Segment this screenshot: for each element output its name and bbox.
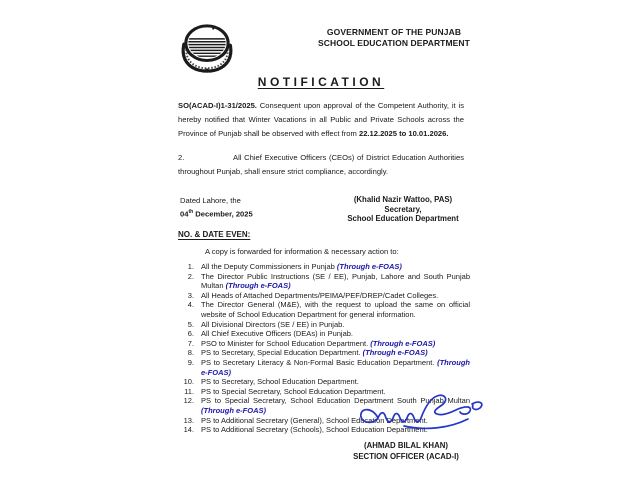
compliance-paragraph [178, 151, 464, 179]
handwritten-signature-icon [348, 393, 494, 435]
notification-paragraph [178, 99, 464, 140]
signatory-name: (Khalid Nazir Wattoo, PAS) [353, 195, 453, 204]
dateline [180, 196, 253, 220]
list-item-text: PS to Secretary, School Education Department. [201, 377, 359, 387]
list-item-number: 1. [187, 262, 194, 271]
list-item-number: 12. [183, 396, 194, 406]
paragraph-text: All Chief Executive Officers (CEOs) of District Education Authorities throughout Punjab, shall ensure strict compliance, accordingly. [178, 153, 464, 176]
list-item-text: All Divisional Directors (SE / EE) in Punjab. [201, 319, 345, 329]
list-item-text: All Heads of Attached Departments/PEIMA/PEF/DREP/Cadet Colleges. [201, 290, 439, 300]
list-item [178, 300, 470, 319]
government-line: GOVERNMENT OF THE PUNJAB [326, 27, 462, 37]
distribution-intro: A copy is forwarded for information & necessary action to: [205, 247, 399, 256]
list-item-text: PS to Special Secretary, School Education Department. [201, 386, 386, 396]
signatory-title: Secretary, [384, 204, 422, 214]
footer-signatory-block [330, 441, 482, 462]
signatory-department: School Education Department [347, 214, 459, 224]
list-item [178, 377, 470, 387]
department-line: SCHOOL EDUCATION DEPARTMENT [318, 38, 470, 48]
vacation-dates: 22.12.2025 to 10.01.2026. [358, 128, 449, 138]
paragraph-number: 2. [178, 153, 185, 162]
list-item-number: 5. [187, 319, 194, 329]
list-item-number: 6. [187, 329, 194, 339]
list-item-text: PS to Special Secretary, School Education Department South Punjab Multan (Through e-FOAS) [201, 396, 470, 415]
list-item-number: 13. [183, 415, 194, 425]
efoas-tag: (Through e-FOAS) [336, 262, 402, 271]
efoas-tag: (Through e-FOAS) [225, 281, 291, 291]
list-item [178, 329, 470, 339]
distribution-heading: NO. & DATE EVEN: [178, 230, 251, 239]
list-item-text: The Director General (M&E), with the request to upload the same on official website of School Education Department for general information. [201, 300, 470, 319]
efoas-tag: (Through e-FOAS) [362, 348, 428, 358]
list-item [178, 291, 470, 301]
department-header [318, 27, 470, 49]
efoas-tag: (Through e-FOAS) [201, 405, 266, 415]
officer-name: (AHMAD BILAL KHAN) [364, 441, 448, 450]
reference-number: SO(ACAD-I)1-31/2025. [178, 101, 257, 110]
list-item [178, 272, 470, 291]
list-item [178, 348, 470, 358]
list-item-text: All the Deputy Commissioners in Punjab (Through e-FOAS) [201, 262, 402, 271]
efoas-tag: (Through e-FOAS) [201, 357, 470, 377]
document-title: NOTIFICATION [257, 75, 385, 89]
dateline-date: 04th December, 2025 [180, 208, 253, 219]
signatory-block [328, 195, 478, 224]
list-item [178, 358, 470, 377]
list-item-number: 2. [187, 271, 194, 281]
list-item-number: 11. [184, 386, 194, 396]
list-item [178, 262, 470, 272]
efoas-tag: (Through e-FOAS) [370, 338, 436, 348]
list-item-number: 9. [187, 357, 194, 367]
list-item-text: PSO to Minister for School Education Department. (Through e-FOAS) [201, 338, 436, 348]
dateline-place: Dated Lahore, the [180, 196, 241, 205]
list-item-number: 7. [187, 338, 194, 348]
punjab-crest-logo [176, 23, 238, 73]
list-item-text: PS to Additional Secretary (General), School Education Department. [201, 415, 428, 425]
list-item-text: The Director Public Instructions (SE / EE), Punjab, Lahore and South Punjab Multan (Through e-FOAS) [201, 271, 470, 291]
list-item-number: 10. [183, 377, 194, 387]
officer-title: SECTION OFFICER (ACAD-I) [353, 451, 459, 461]
list-item-text: PS to Secretary Literacy & Non-Formal Basic Education Department. (Through e-FOAS) [201, 357, 470, 377]
list-item [178, 320, 470, 330]
paragraph-text: Consequent upon approval of the Competent Authority, it is hereby notified that Winter Vacations in all Public and Private Schools across the Province of Punjab shall be observed with effect from [178, 101, 464, 138]
list-item-text: PS to Additional Secretary (Schools), School Education Department. [201, 425, 428, 435]
list-item-number: 4. [187, 300, 194, 310]
list-item-number: 3. [187, 290, 194, 300]
list-item-text: PS to Secretary, Special Education Department. (Through e-FOAS) [201, 348, 428, 358]
list-item-number: 14. [183, 425, 194, 435]
list-item-text: All Chief Executive Officers (DEAs) in Punjab. [201, 329, 354, 339]
list-item [178, 339, 470, 349]
list-item-number: 8. [187, 348, 194, 358]
